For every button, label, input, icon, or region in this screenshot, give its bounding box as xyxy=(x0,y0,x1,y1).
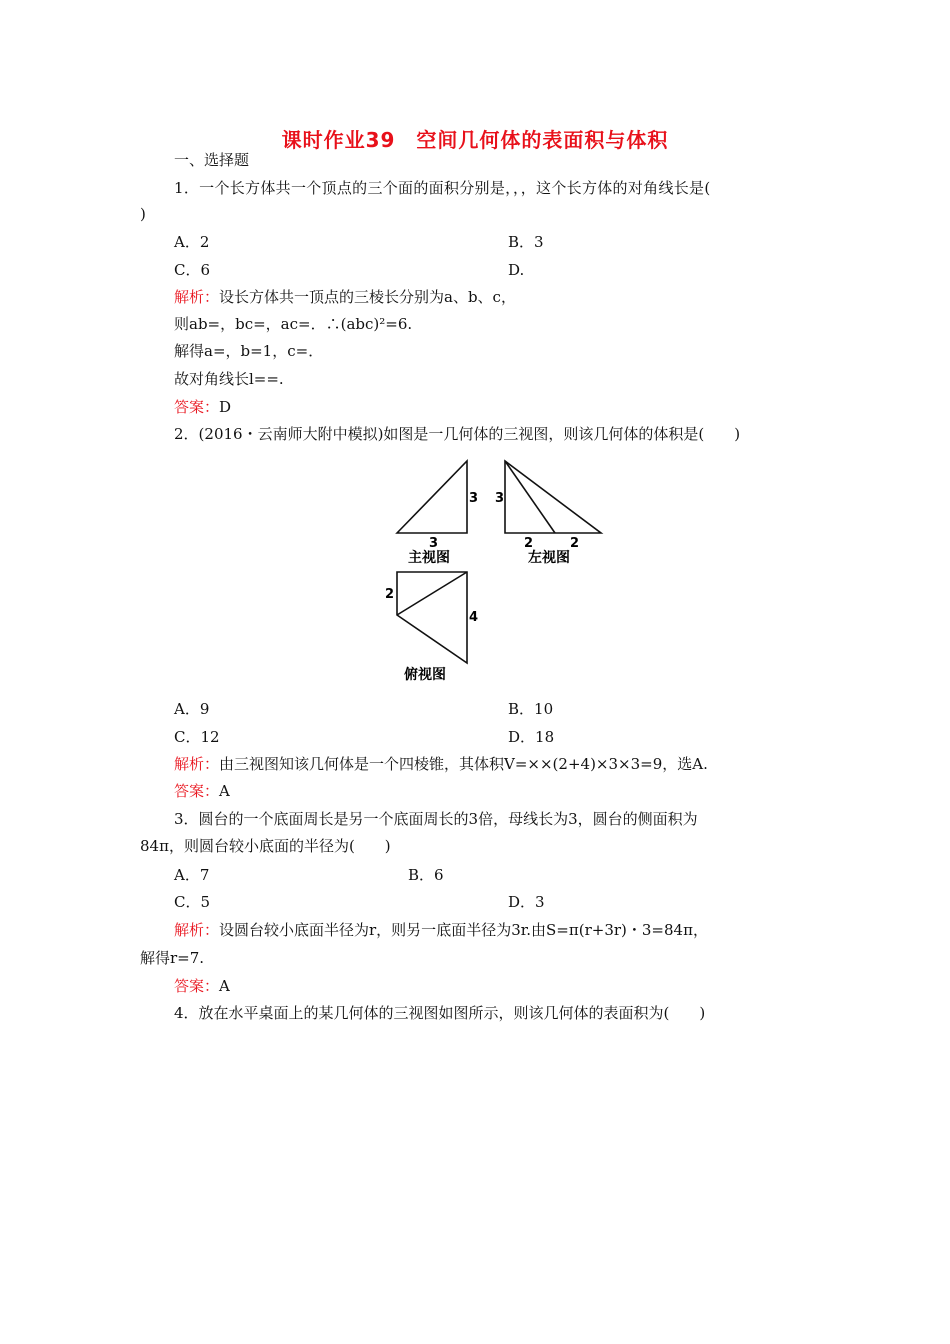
q3-analysis-label: 解析： xyxy=(174,921,220,939)
side-height-dim: 3 xyxy=(495,491,505,506)
q1-answer-line xyxy=(174,397,231,417)
top-view-label: 俯视图 xyxy=(404,667,446,683)
q1-option-d: D. xyxy=(508,261,525,279)
side-view-inner-line xyxy=(505,461,555,533)
q1-option-a: A．2 xyxy=(174,233,210,251)
side-base-dim-left: 2 xyxy=(524,536,534,551)
q1-analysis-text: 设长方体共一顶点的三棱长分别为a、b、c， xyxy=(219,288,516,306)
q3-stem: 3．圆台的一个底面周长是另一个底面周长的3倍，母线长为3，圆台的侧面积为 xyxy=(174,810,698,828)
q2-option-a: A．9 xyxy=(174,700,210,718)
q3-option-b: B．6 xyxy=(408,866,444,884)
page-title: 课时作业39 空间几何体的表面积与体积 xyxy=(281,128,669,152)
top-view-diagonal xyxy=(397,572,467,615)
q1-answer-label: 答案： xyxy=(174,398,220,416)
q2-analysis-label: 解析： xyxy=(174,755,220,773)
q1-analysis-line-2: 则ab=，bc=，ac=．∴(abc)²=6. xyxy=(174,315,413,333)
front-base-dim: 3 xyxy=(429,536,439,551)
q3-analysis-line xyxy=(174,920,708,940)
q4-stem: 4．放在水平桌面上的某几何体的三视图如图所示，则该几何体的表面积为( ) xyxy=(174,1004,706,1022)
q3-analysis-line-2: 解得r=7. xyxy=(140,949,205,967)
q1-stem: 1．一个长方体共一个顶点的三个面的面积分别是，，，这个长方体的对角线长是( xyxy=(174,179,711,197)
q1-answer-value: D xyxy=(219,398,232,416)
q1-stem-tail: ) xyxy=(140,205,146,223)
three-view-figure xyxy=(380,455,620,690)
q2-answer-line xyxy=(174,781,230,801)
front-view-label: 主视图 xyxy=(408,550,450,566)
q1-analysis-line xyxy=(174,287,516,307)
q3-answer-line xyxy=(174,976,230,996)
q2-answer-value: A xyxy=(219,782,230,800)
front-view-triangle xyxy=(397,461,467,533)
q3-option-d: D．3 xyxy=(508,893,545,911)
q3-option-c: C．5 xyxy=(174,893,211,911)
top-right-dim: 4 xyxy=(469,610,479,625)
q2-stem: 2．(2016・云南师大附中模拟)如图是一几何体的三视图，则该几何体的体积是( ) xyxy=(174,425,741,443)
q2-analysis-text: 由三视图知该几何体是一个四棱锥，其体积V=××(2+4)×3×3=9，选A. xyxy=(219,755,708,773)
q3-option-a: A．7 xyxy=(174,866,210,884)
q1-option-c: C．6 xyxy=(174,261,211,279)
side-base-dim-right: 2 xyxy=(570,536,580,551)
q1-option-b: B．3 xyxy=(508,233,544,251)
q3-analysis-text: 设圆台较小底面半径为r，则另一底面半径为3r.由S=π(r+3r)・3=84π， xyxy=(219,921,708,939)
side-view-triangle xyxy=(505,461,601,533)
q3-stem-tail: 84π，则圆台较小底面的半径为( ) xyxy=(140,837,391,855)
q1-analysis-line-3: 解得a=，b=1，c=． xyxy=(174,342,324,360)
q3-answer-value: A xyxy=(219,977,230,995)
q3-answer-label: 答案： xyxy=(174,977,220,995)
top-view-quadrilateral xyxy=(397,572,467,663)
q2-answer-label: 答案： xyxy=(174,782,220,800)
top-left-dim: 2 xyxy=(385,587,395,602)
side-view-label: 左视图 xyxy=(528,550,570,566)
q2-option-d: D．18 xyxy=(508,728,555,746)
q2-option-c: C．12 xyxy=(174,728,220,746)
section-heading: 一、选择题 xyxy=(174,151,250,169)
q1-analysis-label: 解析： xyxy=(174,288,220,306)
q2-option-b: B．10 xyxy=(508,700,554,718)
front-height-dim: 3 xyxy=(469,491,479,506)
q2-analysis-line xyxy=(174,754,708,774)
q1-analysis-line-4: 故对角线长l==. xyxy=(174,370,284,388)
